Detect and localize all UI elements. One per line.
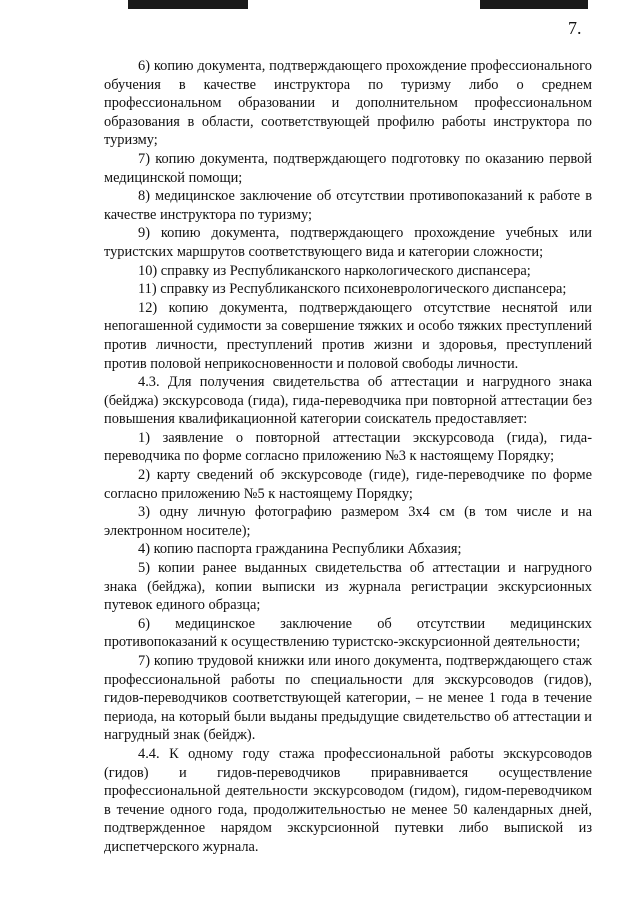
page-number: 7.	[568, 18, 582, 38]
scan-edge-mark	[128, 0, 248, 9]
list-item: 5) копии ранее выданных свидетельства об аттестации и нагрудного знака (бейджа), копии выписки из журнала регистрации экскурсионных путевок единого образца;	[104, 560, 592, 614]
section-paragraph: 4.4. К одному году стажа профессиональной работы экскурсоводов (гидов) и гидов-переводчиков приравнивается осуществление профессиональной деятельности экскурсоводом (гидом), гидом-переводчиком в течение одного года, продолжительностью не менее 50 календарных дней, подтвержденное нарядом экскурсионной путевки либо выпиской из диспетчерского журнала.	[104, 745, 592, 855]
document-body	[104, 57, 592, 857]
list-item: 8) медицинское заключение об отсутствии противопоказаний к работе в качестве инструктора по туризму;	[104, 188, 592, 223]
list-item: 2) карту сведений об экскурсоводе (гиде), гиде-переводчике по форме согласно приложению №5 к настоящему Порядку;	[104, 467, 592, 502]
list-item: 7) копию документа, подтверждающего подготовку по оказанию первой медицинской помощи;	[104, 150, 592, 186]
list-item: 9) копию документа, подтверждающего прохождение учебных или туристских маршрутов соответствующего вида и категории сложности;	[104, 225, 592, 260]
scan-edge-mark	[480, 0, 588, 9]
list-item: 10) справку из Республиканского наркологического диспансера;	[138, 262, 531, 279]
list-item: 1) заявление о повторной аттестации экскурсовода (гида), гида-переводчика по форме согласно приложению №3 к настоящему Порядку;	[104, 429, 592, 465]
section-paragraph: 4.3. Для получения свидетельства об аттестации и нагрудного знака (бейджа) экскурсовода (гида), гида-переводчика при повторной аттестации без повышения квалификационной категории соискатель предоставляет:	[104, 374, 592, 428]
list-item: 3) одну личную фотографию размером 3х4 см (в том числе и на электронном носителе);	[104, 504, 592, 539]
list-item: 11) справку из Республиканского психоневрологического диспансера;	[138, 281, 567, 298]
list-item: 4) копию паспорта гражданина Республики Абхазия;	[138, 541, 462, 558]
list-item: 6) копию документа, подтверждающего прохождение профессионального обучения в качестве инструктора по туризму либо о среднем профессиональном образовании и дополнительном профессиональном образования в области, соответствующей профилю работы инструктора по туризму;	[104, 58, 592, 149]
list-item: 7) копию трудовой книжки или иного документа, подтверждающего стаж профессиональной работы по специальности для экскурсоводов (гидов), гидов-переводчиков соответствующей категории, – не менее 1 года в течение периода, на который были выданы предыдущие свидетельство об аттестации и нагрудный знак (бейдж).	[104, 653, 592, 744]
list-item: 12) копию документа, подтверждающего отсутствие неснятой или непогашенной судимости за совершение тяжких и особо тяжких преступлений против личности, преступлений против жизни и здоровья, преступлений против половой неприкосновенности и половой свободы личности.	[104, 299, 592, 372]
list-item: 6) медицинское заключение об отсутствии медицинских противопоказаний к осуществлению туристско-экскурсионной деятельности;	[104, 615, 592, 651]
